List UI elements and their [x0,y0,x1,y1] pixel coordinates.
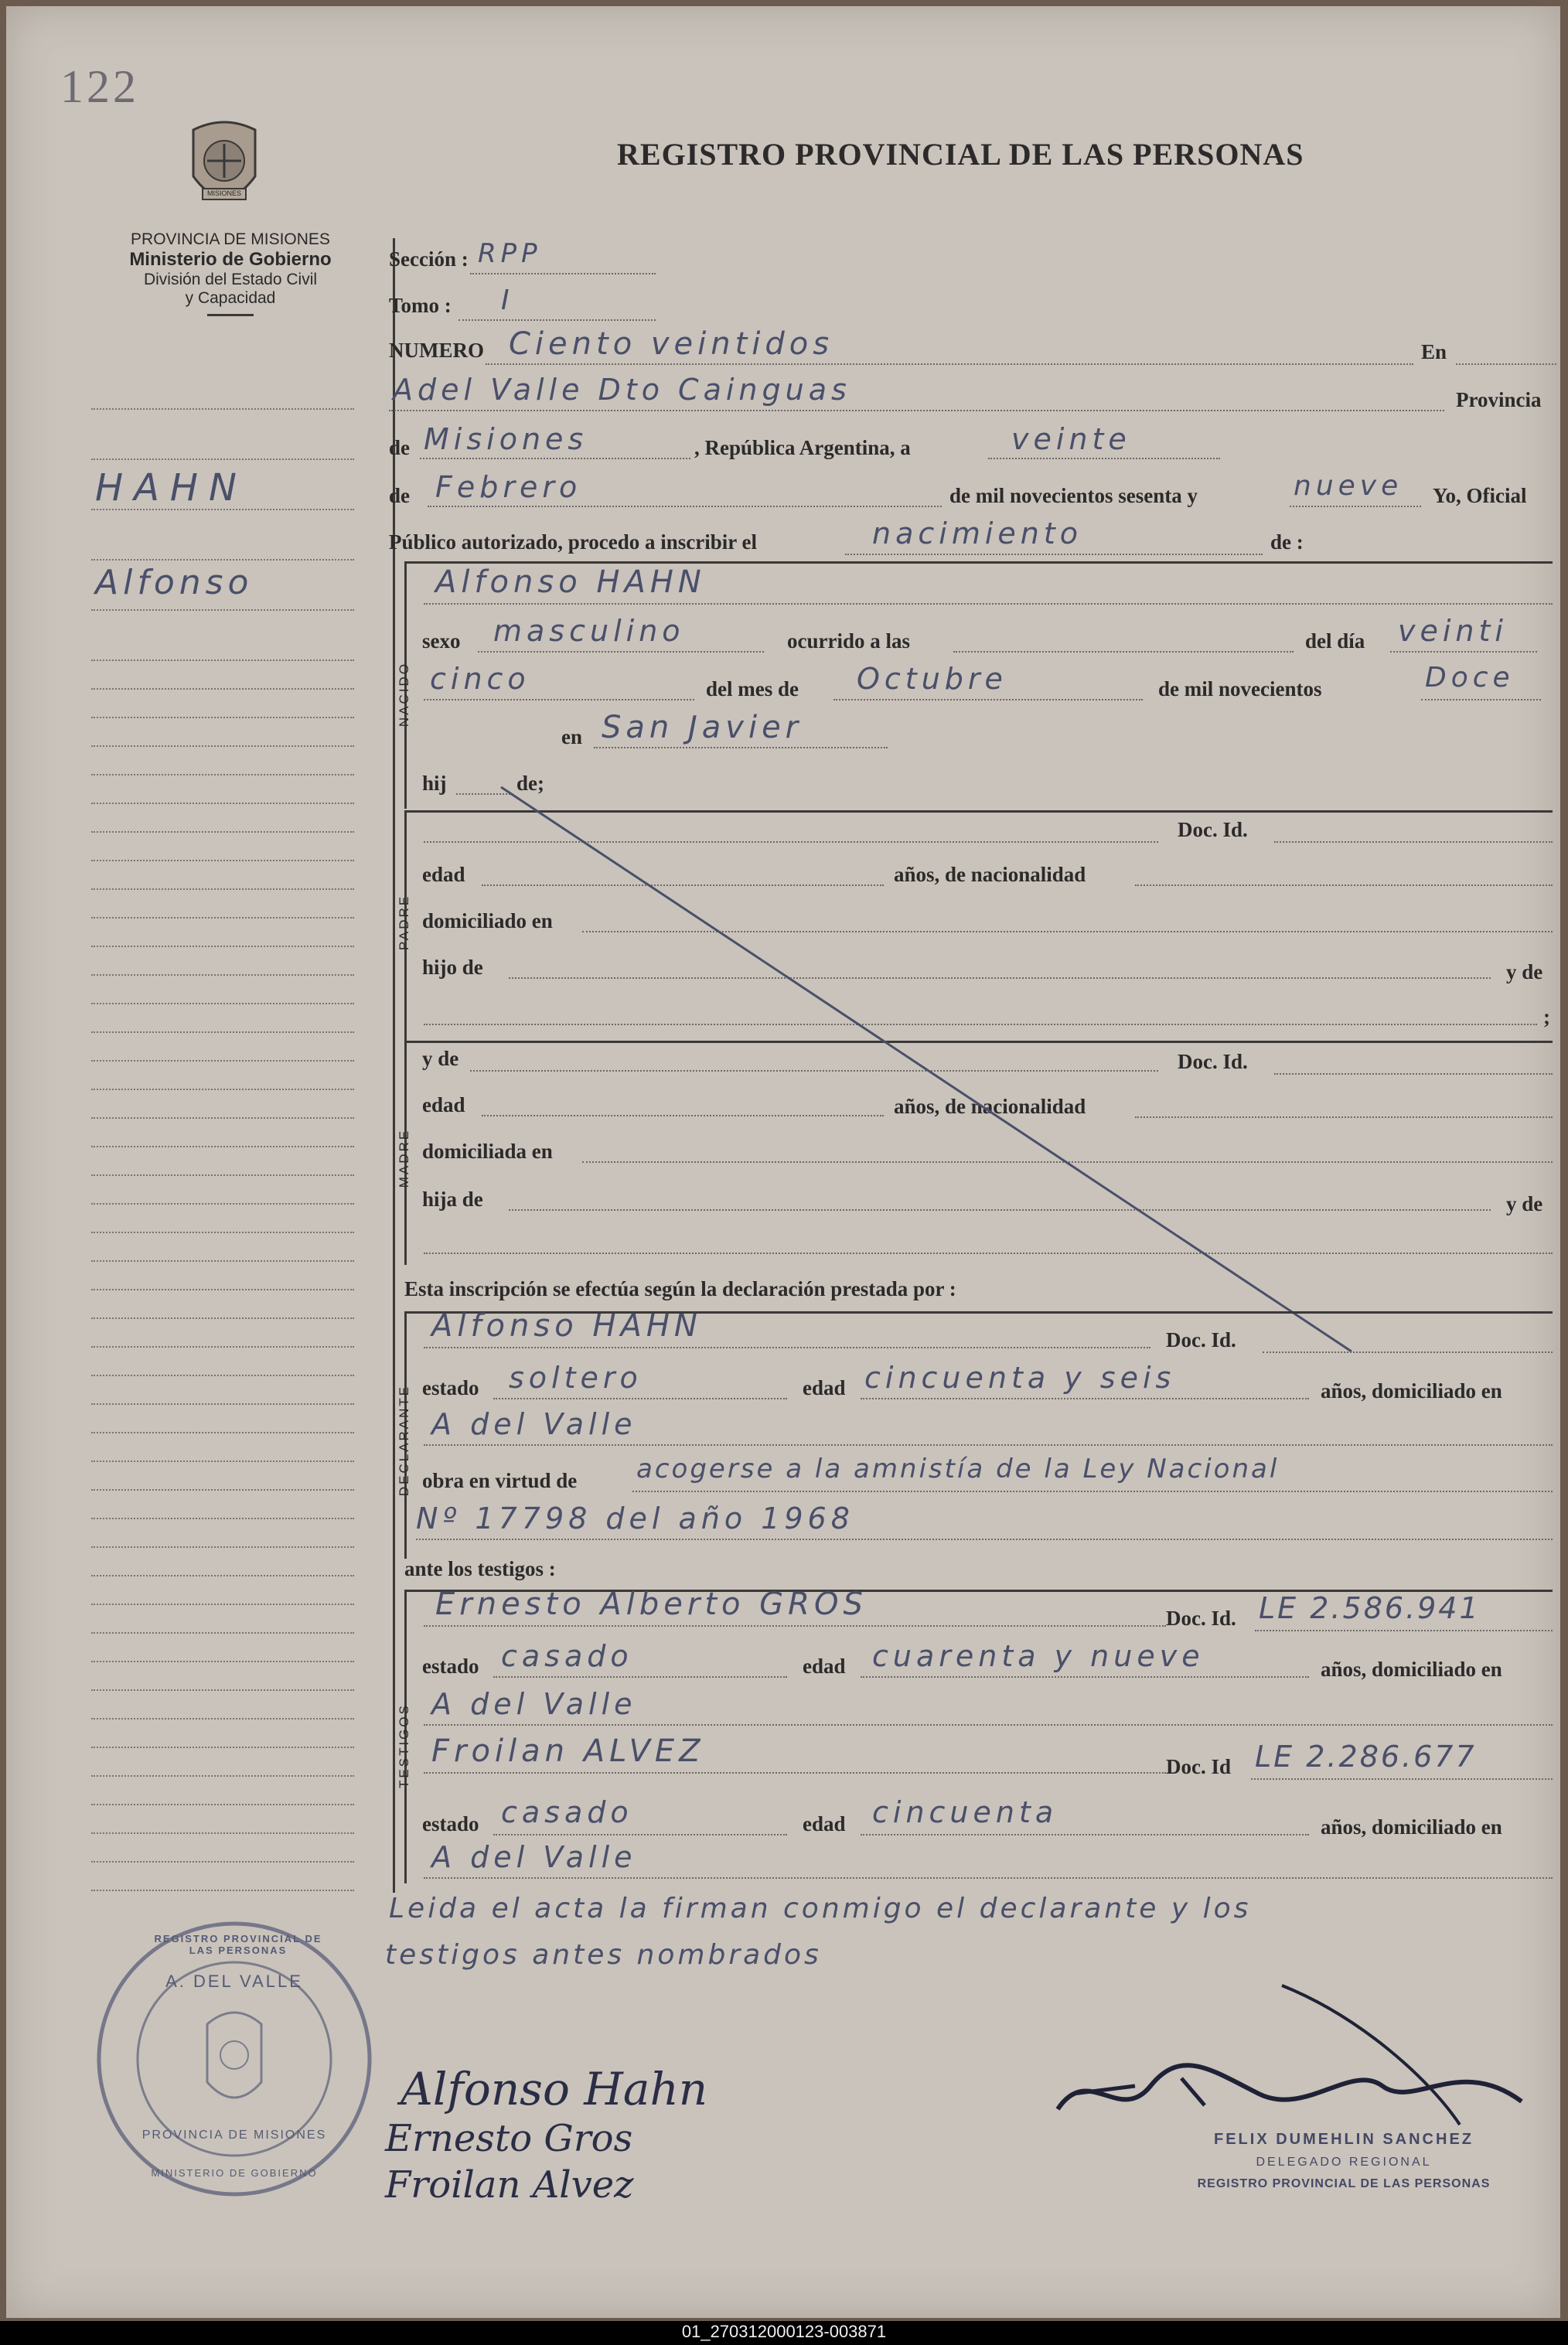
closing-line-2: testigos antes nombrados [385,1939,822,1971]
seccion-label: Sección : [389,247,469,271]
testigo2-estado-label: estado [422,1812,479,1835]
republica-label: , República Argentina, a [694,436,911,459]
en-lugar-label: en [561,725,582,748]
dia-value-1: veinti [1398,614,1508,648]
testigo1-doc-label: Doc. Id. [1166,1607,1236,1630]
official-seal [91,1916,377,2202]
testigos-intro: ante los testigos : [404,1557,556,1580]
testigo2-estado-value: casado [501,1795,633,1829]
official-signature [1027,1970,1553,2140]
hij-de-label: de; [516,772,544,795]
numero-label: NUMERO [389,339,484,362]
seccion-value: RPP [478,238,542,269]
declarante-edad-value: cincuenta y seis [864,1361,1176,1395]
seal-province: PROVINCIA DE MISIONES [141,2129,327,2142]
official-name: FELIX DUMEHLIN SANCHEZ [1214,2131,1474,2148]
footer-filename: 01_270312000123-003871 [681,2322,887,2341]
padre-edad-label: edad [422,863,465,886]
declarante-name: Alfonso HAHN [431,1308,702,1344]
provincia-value: Misiones [424,422,588,456]
madre-yde2-label: y de [1506,1192,1543,1215]
anio-label: de mil novecientos [1158,677,1322,700]
testigo2-doc-label: Doc. Id [1166,1755,1232,1778]
testigo2-domicilio-value: A del Valle [431,1840,637,1874]
document-page [6,6,1560,2318]
declarante-domicilio-label: años, domiciliado en [1321,1379,1502,1403]
padre-nacionalidad-label: años, de nacionalidad [894,863,1086,886]
seal-town: A. DEL VALLE [165,1972,303,1991]
testigo1-doc-value: LE 2.586.941 [1259,1591,1481,1625]
act-value: nacimiento [872,516,1083,550]
madre-yde-label: y de [422,1047,459,1070]
madre-section-label: MADRE [397,1128,411,1188]
official-org: REGISTRO PROVINCIAL DE LAS PERSONAS [1197,2177,1491,2190]
de-label: de [389,436,410,459]
nacido-name: Alfonso HAHN [435,564,706,600]
testigo1-estado-value: casado [501,1639,633,1673]
declarante-intro: Esta inscripción se efectúa según la declaración prestada por : [404,1277,956,1300]
anio-value: Doce [1425,662,1515,694]
issuer-division: División del Estado Civil [143,271,318,288]
testigo1-edad-label: edad [803,1655,846,1678]
year-label: de mil novecientos sesenta y [949,484,1198,507]
declarante-estado-value: soltero [509,1361,643,1395]
obra-label: obra en virtud de [422,1469,578,1492]
padre-domicilio-label: domiciliado en [422,909,553,932]
seal-ministry: MINISTERIO DE GOBIERNO [151,2167,318,2179]
testigo2-domicilio-label: años, domiciliado en [1321,1815,1502,1839]
en-label: En [1421,340,1447,363]
testigo1-name: Ernesto Alberto GROS [435,1587,868,1622]
issuer-ministry: Ministerio de Gobierno [129,249,332,270]
testigo1-domicilio-value: A del Valle [431,1687,637,1721]
madre-edad-label: edad [422,1093,465,1116]
testigo2-doc-value: LE 2.286.677 [1255,1740,1477,1774]
provincia-label: Provincia [1456,388,1542,411]
madre-doc-label: Doc. Id. [1178,1050,1248,1073]
obra-value-1: acogerse a la amnistía de la Ley Nacional [636,1454,1280,1484]
testigo2-name: Froilan ALVEZ [431,1733,705,1769]
madre-nacionalidad-label: años, de nacionalidad [894,1095,1086,1118]
year-value: nueve [1294,470,1403,502]
de3-label: de : [1270,530,1304,554]
dia-value-2: cinco [430,662,530,696]
place-value: Adel Valle Dto Cainguas [393,373,851,407]
margin-given-name: Alfonso [95,563,254,602]
signature-testigo-2: Froilan Alvez [385,2163,634,2207]
issuer-province: PROVINCIA DE MISIONES [131,230,330,248]
issuer-capacity: y Capacidad [185,289,276,307]
padre-doc-label: Doc. Id. [1178,818,1248,841]
lugar-value: San Javier [602,710,803,745]
numero-value: Ciento veintidos [509,326,834,362]
testigo1-domicilio-label: años, domiciliado en [1321,1658,1502,1681]
seal-outer-text: REGISTRO PROVINCIAL DE LAS PERSONAS [154,1933,322,1956]
ocurrido-label: ocurrido a las [787,629,910,653]
testigo1-estado-label: estado [422,1655,479,1678]
padre-semicolon: ; [1543,1005,1550,1028]
margin-surname: HAHN [95,466,247,510]
del-dia-label: del día [1305,629,1365,653]
page-number: 122 [60,61,139,112]
signature-declarante: Alfonso Hahn [401,2063,708,2115]
declarante-estado-label: estado [422,1376,479,1399]
mes-value: Octubre [857,662,1007,696]
nacido-section-label: NACIDO [397,661,411,728]
mes-label: del mes de [706,677,799,700]
madre-domicilio-label: domiciliada en [422,1140,553,1163]
signature-testigo-1: Ernesto Gros [385,2117,633,2160]
hij-label: hij [422,772,447,795]
day-value: veinte [1011,422,1131,456]
emblem-label: MISIONES [206,189,241,197]
closing-line-1: Leida el acta la firman conmigo el declarante y los [389,1893,1252,1924]
oficial-label: Yo, Oficial [1433,484,1527,507]
month-value: Febrero [435,470,582,504]
declarante-section-label: DECLARANTE [397,1384,411,1497]
de2-label: de [389,484,410,507]
testigo1-edad-value: cuarenta y nueve [872,1639,1205,1673]
padre-section-label: PADRE [397,894,411,951]
padre-yde-label: y de [1506,960,1543,983]
declarante-edad-label: edad [803,1376,846,1399]
publico-label: Público autorizado, procedo a inscribir el [389,530,757,554]
tomo-value: I [501,285,514,316]
padre-hijo-label: hijo de [422,956,483,979]
declarante-doc-label: Doc. Id. [1166,1328,1236,1351]
document-title: REGISTRO PROVINCIAL DE LAS PERSONAS [617,137,1304,172]
testigo2-edad-value: cincuenta [872,1795,1058,1829]
declarante-domicilio-value: A del Valle [431,1407,637,1441]
tomo-label: Tomo : [389,294,452,317]
sexo-label: sexo [422,629,461,653]
obra-value-2: Nº 17798 del año 1968 [416,1501,854,1535]
official-title: DELEGADO REGIONAL [1256,2156,1432,2169]
testigo2-edad-label: edad [803,1812,846,1835]
madre-hija-label: hija de [422,1188,483,1211]
sexo-value: masculino [493,614,685,648]
testigos-section-label: TESTIGOS [397,1703,411,1788]
